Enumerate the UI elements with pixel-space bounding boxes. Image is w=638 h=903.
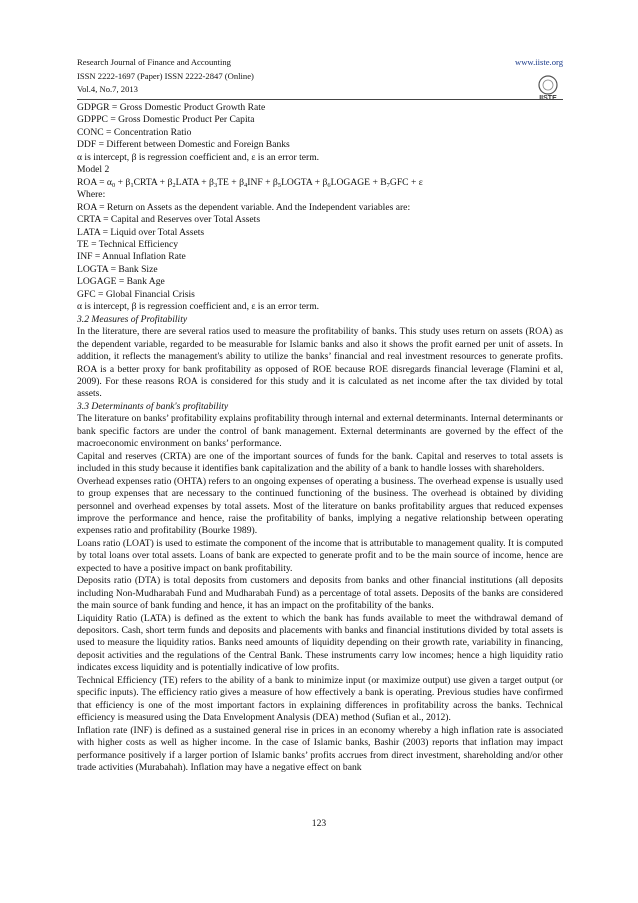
definition-line: INF = Annual Inflation Rate — [77, 251, 186, 263]
paragraph: In the literature, there are several ratios used to measure the profitability of banks. This study uses return on assets (ROA) as the dependent variable, regarded to be measurable for Islamic banks and also it shows the profit earned per unit of assets. In addition, it reflects the management's ability to utilize the banks’ financial and real investment resources to generate profits. ROA is a better proxy for bank profitability as opposed of ROE because ROE disregards financial leverage (Flamini et al, 2009). For these reasons ROA is considered for this study and it is calculated as net income after the tax divided by total assets. — [77, 326, 563, 400]
issn-line: ISSN 2222-1697 (Paper) ISSN 2222-2847 (Online) — [77, 70, 254, 81]
model-label: Model 2 — [77, 164, 110, 176]
definition-line: LOGAGE = Bank Age — [77, 276, 165, 288]
section-heading-determinants: 3.3 Determinants of bank's profitability — [77, 400, 229, 412]
definition-line: DDF = Different between Domestic and Foreign Banks — [77, 139, 290, 151]
definition-line: CONC = Concentration Ratio — [77, 126, 192, 138]
paragraph: Capital and reserves (CRTA) are one of the important sources of funds for the bank. Capital and reserves to total assets is included in this study because it identifies bank capitalization and the ability of a bank to handle losses with shareholders. — [77, 450, 563, 475]
volume-line: Vol.4, No.7, 2013 — [77, 84, 138, 94]
definition-line: LOGTA = Bank Size — [77, 263, 158, 275]
paragraph: Liquidity Ratio (LATA) is defined as the extent to which the bank has funds available to meet the withdrawal demand of depositors. Cash, short term funds and deposits and placements with banks and financial institutions divided by total assets is used to measure the liquidity ratios. Banks need amounts of liquidity depending on their growth rate, variability in financing, deposit activities and the regulations of the Central Bank. These instruments carry low incomes; hence a high liquidity ratio indicates excess liquidity and is potentially indicative of low profits. — [77, 612, 563, 674]
definition-line: α is intercept, β is regression coefficient and, ε is an error term. — [77, 151, 320, 163]
definition-line: GDPPC = Gross Domestic Product Per Capita — [77, 114, 255, 126]
journal-url-link[interactable]: www.iiste.org — [515, 57, 563, 67]
definition-line: GDPGR = Gross Domestic Product Growth Rate — [77, 102, 266, 113]
definition-line: Where: — [77, 189, 106, 201]
journal-title: Research Journal of Finance and Accounting — [77, 57, 231, 67]
logo-text: IISTE — [539, 95, 557, 102]
page-number: 123 — [311, 818, 327, 829]
paragraph: Inflation rate (INF) is defined as a sustained general rise in prices in an economy whereby a high inflation rate is associated with higher costs as well as higher income. In the case of Islamic banks, Bashir (2003) reports that inflation may impact performance positively if a larger portion of Islamic banks’ profits accrues from direct investment, shareholding and/or other trade activities (Murabahah). Inflation may have a negative effect on bank — [77, 724, 563, 774]
paragraph: Overhead expenses ratio (OHTA) refers to an ongoing expenses of operating a business. The overhead expense is usually used to group expenses that are necessary to the continued functioning of the business. The overhead is obtained by dividing personnel and overhead expenses by total assets. Most of the literature on banks profitability argues that reduced expenses improve the performance and hence, raise the profitability of banks, implying a negative relationship between operating expenses ratio and profitability (Bourke 1989). — [77, 475, 563, 537]
definition-line: GFC = Global Financial Crisis — [77, 288, 195, 300]
definition-line: TE = Technical Efficiency — [77, 238, 179, 250]
paragraph: Loans ratio (LOAT) is used to estimate the component of the income that is attributable to management quality. It is computed by total loans over total assets. Loans of bank are expected to generate profit and to be the main source of income, hence are expected to have a positive impact on bank profitability. — [77, 537, 563, 574]
page-body — [77, 102, 563, 774]
definition-line: α is intercept, β is regression coefficient and, ε is an error term. — [77, 301, 320, 313]
paragraph: Deposits ratio (DTA) is total deposits from customers and deposits from banks and other financial institutions (all deposits including Non-Mudharabah Fund and Mudharabah Fund) as a percentage of total assets. Deposits of the banks are considered the main source of bank funding and hence, it has an impact on the profitability of the banks. — [77, 575, 563, 612]
definition-line: ROA = Return on Assets as the dependent variable. And the Independent variables are: — [77, 201, 411, 213]
paragraph: Technical Efficiency (TE) refers to the ability of a bank to minimize input (or maximize output) use given a target output (or specific inputs). The efficiency ratio gives a measure of how effectively a bank is operating. Previous studies have confirmed that efficiency is one of the most important factors in explaining differences in profitability across the banks. Technical efficiency is measured using the Data Envelopment Analysis (DEA) method (Sufian et al., 2012). — [77, 674, 563, 724]
iiste-logo — [533, 74, 563, 102]
definition-line: CRTA = Capital and Reserves over Total Assets — [77, 214, 261, 226]
section-heading-measures: 3.2 Measures of Profitability — [77, 313, 188, 325]
page-header — [77, 56, 563, 102]
model-equation: ROA = $\alpha_0$ + $\beta_1CRTA$ + $\beta_2LATA + \beta_3TE + \beta_4INF$ + $\beta_5LOGTA$ + $\beta_6LOGAGE + B_7GFC + \varepsilon$ — [77, 176, 423, 189]
header-rule — [77, 99, 563, 100]
paragraph: The literature on banks’ profitability explains profitability through internal and external determinants. Internal determinants or bank specific factors are under the control of bank management. External determinants are governed by the effect of the macroeconomic environment on banks’ performance. — [77, 413, 563, 450]
definition-line: LATA = Liquid over Total Assets — [77, 226, 205, 238]
